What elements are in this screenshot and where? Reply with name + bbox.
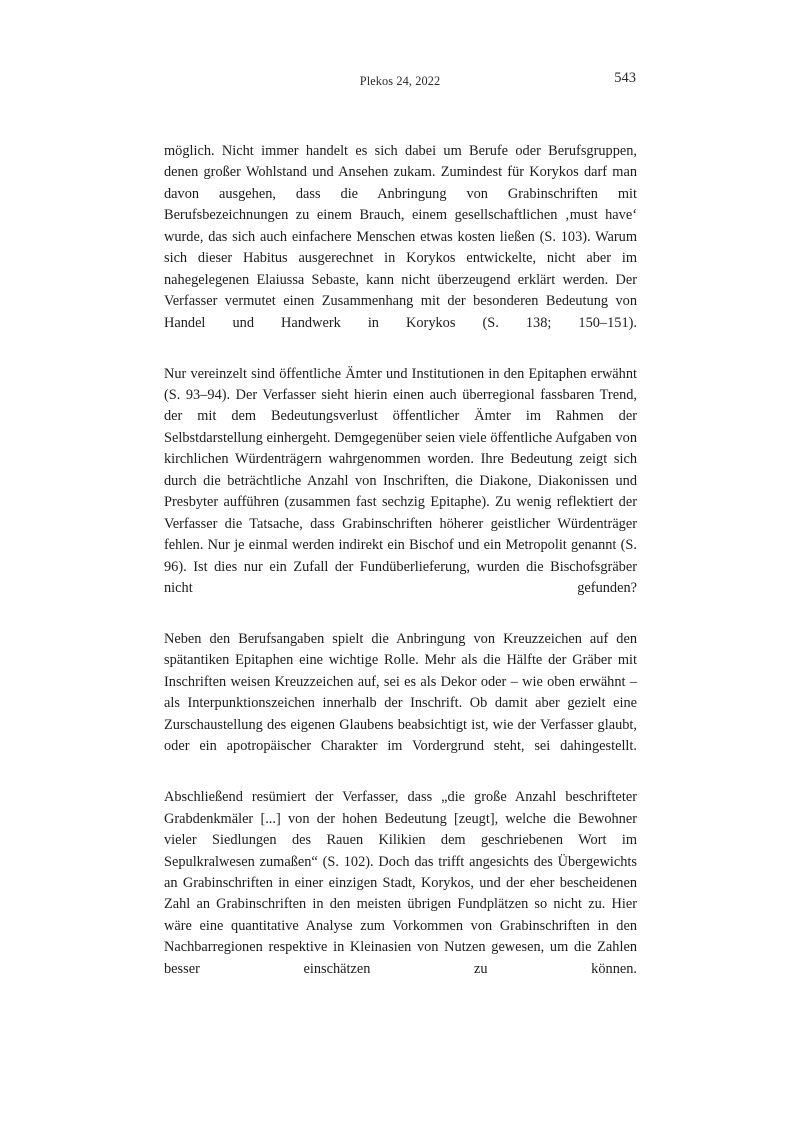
running-header	[164, 70, 636, 92]
paragraph-kreuzzeichen: Neben den Berufsangaben spielt die Anbringung von Kreuzzeichen auf den spätantiken Epitaphen eine wichtige Rolle. Mehr als die Hälfte der Gräber mit Inschriften weisen Kreuzzeichen auf, sei es als Dekor oder – wie oben erwähnt – als Interpunktionszeichen innerhalb der Inschrift. Ob damit aber gezielt eine Zurschaustellung des eigenen Glaubens beabsichtigt ist, wie der Verfasser glaubt, oder ein apotropäischer Charakter im Vordergrund steht, sei dahingestellt.	[164, 630, 637, 755]
paragraph-resuemee: Abschließend resümiert der Verfasser, dass „die große Anzahl beschrifteter Grabdenkmäler [...] von der hohen Bedeutung [zeugt], welche die Bewohner vieler Siedlungen des Rauen Kilikien dem geschriebenen Wort im Sepulkralwesen zumaßen“ (S. 102). Doch das trifft angesichts des Übergewichts an Grabinschriften in einer einzigen Stadt, Korykos, und der eher bescheidenen Zahl an Grabinschriften in den meisten übrigen Fundplätzen so nicht zu. Hier wäre eine quantitative Analyse zum Vorkommen von Grabinschriften in den Nachbarregionen respektive in Kleinasien von Nutzen gewesen, um die Zahlen besser einschätzen zu können.	[164, 789, 637, 977]
paragraph-berufsgruppen: möglich. Nicht immer handelt es sich dabei um Berufe oder Berufsgruppen, denen großer Wohlstand und Ansehen zukam. Zumindest für Korykos darf man davon ausgehen, dass die Anbringung von Grabinschriften mit Berufsbezeichnungen zu einem Brauch, einem gesellschaftlichen ‚must have‘ wurde, das sich auch einfachere Menschen etwas kosten ließen (S. 103). Warum sich dieser Habitus ausgerechnet in Korykos entwickelte, nicht aber im nahegelegenen Elaiussa Sebaste, kann nicht überzeugend erklärt werden. Der Verfasser vermutet einen Zusammenhang mit der besonderen Bedeutung von Handel und Handwerk in Korykos (S. 138; 150–151).	[164, 143, 637, 331]
page-number: 543	[614, 70, 636, 86]
paragraph-aemter: Nur vereinzelt sind öffentliche Ämter und Institutionen in den Epitaphen erwähnt (S. 93–94). Der Verfasser sieht hierin einen auch überregional fassbaren Trend, der mit dem Bedeutungsverlust öffentlicher Ämter im Rahmen der Selbstdarstellung einhergeht. Demgegenüber seien viele öffentliche Aufgaben von kirchlichen Würdenträgern wahrgenommen worden. Ihre Bedeutung zeigt sich durch die beträchtliche Anzahl von Inschriften, die Diakone, Diakonissen und Presbyter aufführen (zusammen fast sechzig Epitaphe). Zu wenig reflektiert der Verfasser die Tatsache, dass Grabinschriften höherer geistlicher Würdenträger fehlen. Nur je einmal werden indirekt ein Bischof und ein Metropolit genannt (S. 96). Ist dies nur ein Zufall der Fundüberlieferung, wurden die Bischofsgräber nicht gefunden?	[164, 365, 637, 597]
body-text-block	[164, 141, 637, 1002]
running-head-title: Plekos 24, 2022	[359, 74, 441, 88]
